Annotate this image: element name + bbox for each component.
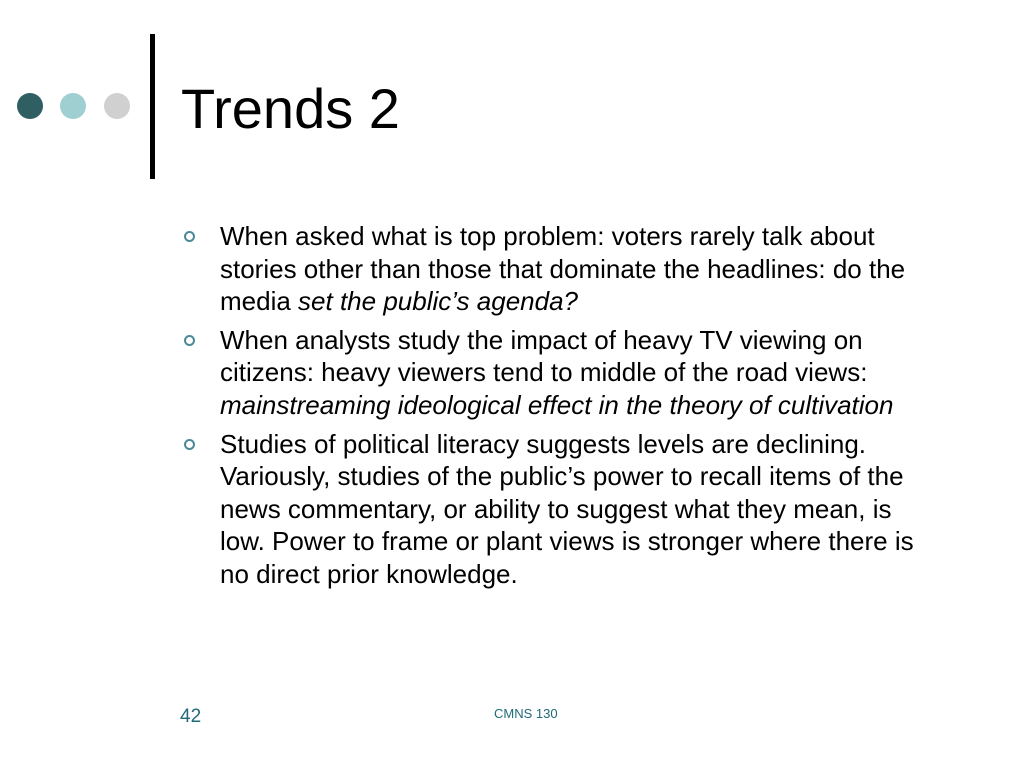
bullet-item <box>180 428 920 591</box>
footer-text: CMNS 130 <box>494 706 558 721</box>
bullet-circle-icon <box>184 439 195 450</box>
page-number: 42 <box>180 706 202 727</box>
title-divider <box>150 34 155 179</box>
bullet-text: Studies of political literacy suggests levels are declining. Variously, studies of the public’s power to recall items of the news commentary, or ability to suggest what they mean, is low. Power to frame or plant views is stronger where there is no direct prior knowledge. <box>220 428 914 589</box>
slide-title: Trends 2 <box>181 77 400 140</box>
bullet-text: When asked what is top problem: voters rarely talk about stories other than those that dominate the headlines: do the media <box>220 221 906 317</box>
bullet-item <box>180 220 920 318</box>
dot-light-icon <box>60 93 86 119</box>
bullet-emphasis: mainstreaming ideological effect in the theory of cultivation <box>220 389 894 420</box>
dot-gray-icon <box>104 93 130 119</box>
bullet-text: When analysts study the impact of heavy TV viewing on citizens: heavy viewers tend to middle of the road views: <box>220 324 868 388</box>
bullet-circle-icon <box>184 335 195 346</box>
bullet-circle-icon <box>184 231 195 242</box>
bullet-emphasis: set the public’s agenda? <box>298 286 579 317</box>
bullet-list <box>180 220 920 597</box>
dot-dark-icon <box>17 93 43 119</box>
bullet-item <box>180 324 920 422</box>
